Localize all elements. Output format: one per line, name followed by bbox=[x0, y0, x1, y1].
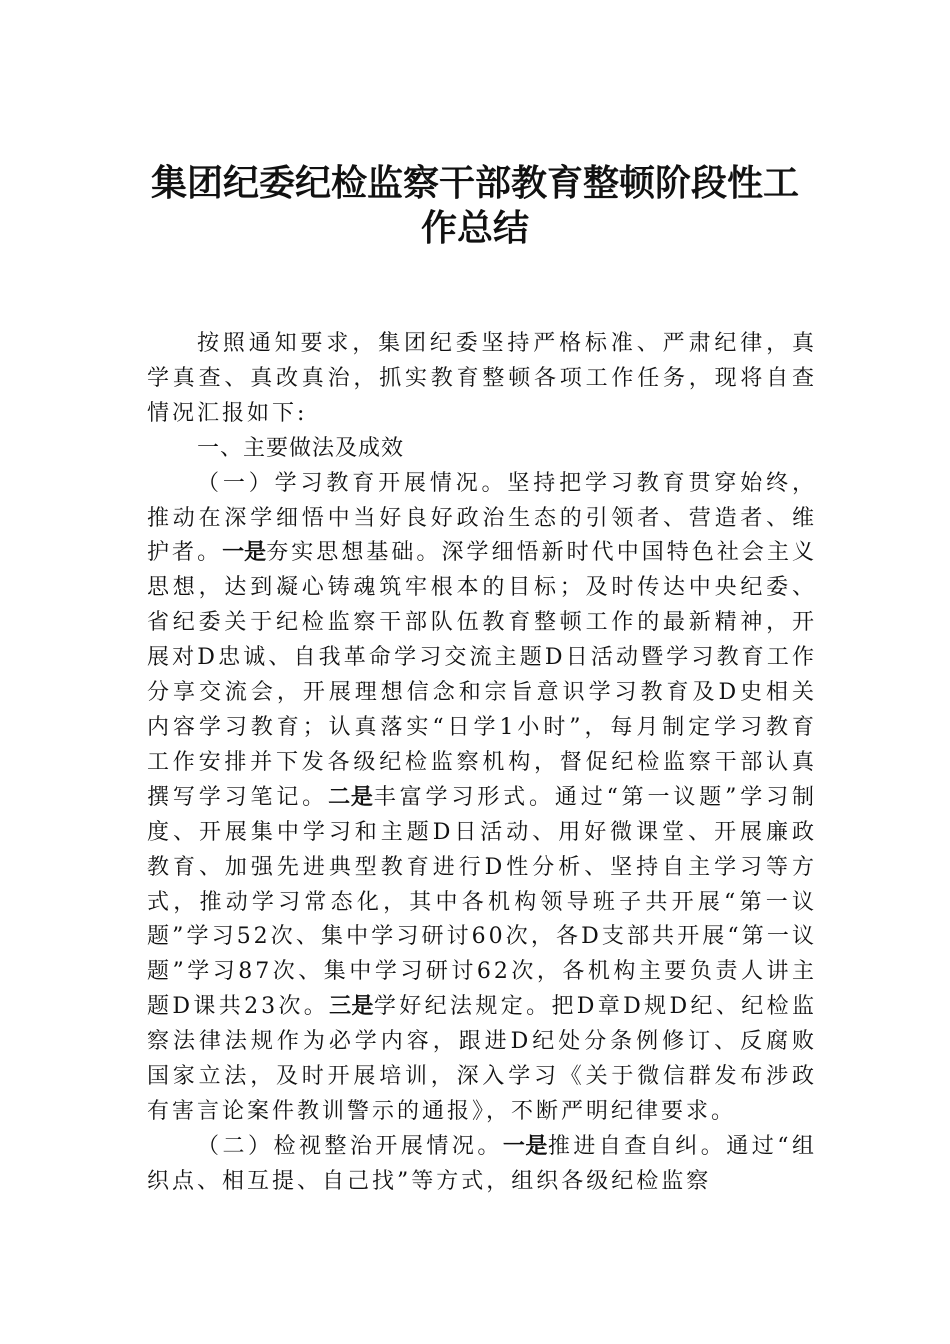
point-marker-1: 一是 bbox=[222, 540, 267, 566]
document-body bbox=[147, 327, 817, 1200]
subsection-lead: （一）学习教育开展情况。坚持把学习教育贯穿始终，推动在深学细悟中当好良好政治生态的引领者、营造者、维护者。 bbox=[147, 470, 817, 566]
point-text-3: 学好纪法规定。把D章D规D纪、纪检监察法律法规作为必学内容，跟进D纪处分条例修订、反腐败国家立法，及时开展培训，深入学习《关于微信群发布涉政有害言论案件教训警示的通报》，不断严明纪律要求。 bbox=[147, 994, 817, 1124]
point-text-4: 推进自查自纠。通过“组织点、相互提、自己找”等方式，组织各级纪检监察 bbox=[147, 1133, 817, 1194]
paragraph-study-education bbox=[147, 467, 817, 1130]
section-heading: 一、主要做法及成效 bbox=[197, 435, 405, 461]
point-text-2: 丰富学习形式。通过“第一议题”学习制度、开展集中学习和主题D日活动、用好微课堂、开展廉政教育、加强先进典型教育进行D性分析、坚持自主学习等方式，推动学习常态化，其中各机构领导班子共开展“第一议题”学习52次、集中学习研讨60次，各D支部共开展“第一议题”学习87次、集中学习研讨62次，各机构主要负责人讲主题D课共23次。 bbox=[147, 784, 817, 1020]
point-marker-4: 一是 bbox=[502, 1133, 548, 1159]
document-title-line-2: 作总结 bbox=[420, 207, 529, 249]
point-marker-2: 二是 bbox=[328, 784, 374, 810]
subsection-lead-2: （二）检视整治开展情况。 bbox=[197, 1133, 503, 1159]
point-text-1: 夯实思想基础。深学细悟新时代中国特色社会主义思想，达到凝心铸魂筑牢根本的目标；及时传达中央纪委、省纪委关于纪检监察干部队伍教育整顿工作的最新精神，开展对D忠诚、自我革命学习交流主题D日活动暨学习教育工作分享交流会，开展理想信念和宗旨意识学习教育及D史相关内容学习教育；认真落实“日学1小时”，每月制定学习教育工作安排并下发各级纪检监察机构，督促纪检监察干部认真撰写学习笔记。 bbox=[147, 540, 817, 810]
document-title-line-1: 集团纪委纪检监察干部教育整顿阶段性工 bbox=[150, 162, 799, 204]
point-marker-3: 三是 bbox=[329, 994, 374, 1020]
intro-paragraph: 按照通知要求，集团纪委坚持严格标准、严肃纪律，真学真查、真改真治，抓实教育整顿各项工作任务，现将自查情况汇报如下: bbox=[147, 331, 817, 426]
paragraph-inspection-rectification bbox=[147, 1130, 817, 1200]
